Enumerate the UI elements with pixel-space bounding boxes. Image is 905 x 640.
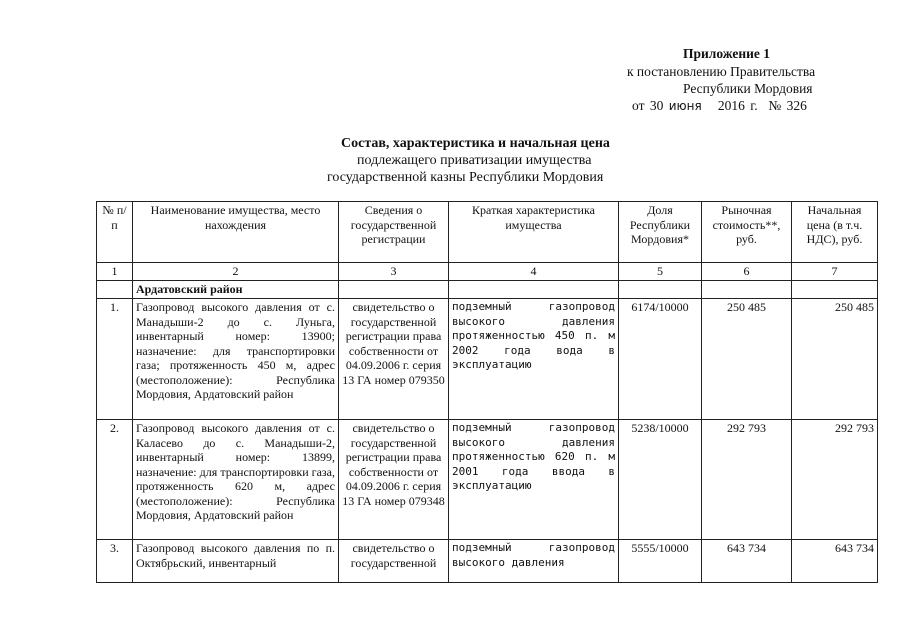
section-empty-cell (702, 281, 792, 299)
property-name: Газопровод высокого давления по п. Октябрьский, инвентарный (133, 540, 339, 583)
registration-info: свидетельство о государственной регистрации права собственности от 04.09.2006 г. серия 13 ГА номер 079350 (339, 299, 449, 420)
decree-line: к постановлению Правительства (627, 64, 816, 79)
market-value: 643 734 (702, 540, 792, 583)
property-name: Газопровод высокого давления от с. Каласево до с. Манадыши-2, инвентарный номер: 13899, назначение: для транспортировки газа, протяженность 620 м, адрес (местоположение): Республика Мордовия, Ардатовский район (133, 420, 339, 540)
date-day: 30 (649, 98, 664, 113)
start-price: 250 485 (792, 299, 878, 420)
document-subtitle-1: подлежащего приватизации имущества (357, 153, 592, 168)
start-price: 292 793 (792, 420, 878, 540)
decree-date-line (632, 98, 807, 114)
table-row (97, 420, 878, 540)
start-price: 643 734 (792, 540, 878, 583)
market-value: 250 485 (702, 299, 792, 420)
header-cell-name: Наименование имущества, место нахождения (133, 202, 339, 263)
column-number: 6 (702, 263, 792, 281)
column-number-row (97, 263, 878, 281)
date-month: июня (668, 99, 702, 113)
property-name: Газопровод высокого давления от с. Манадыши-2 до с. Луньга, инвентарный номер: 13900; назначение: для транспортировки газа; протяженность 450 м, адрес (местоположение): Республика Мордовия, Ардатовский район (133, 299, 339, 420)
row-number: 1. (97, 299, 133, 420)
section-row (97, 281, 878, 299)
date-prefix: от (632, 98, 645, 113)
header-cell-registration: Сведения о государственной регистрации (339, 202, 449, 263)
header-cell-start-price: Начальная цена (в т.ч. НДС), руб. (792, 202, 878, 263)
decree-number: № 326 (768, 98, 807, 113)
section-empty-cell (97, 281, 133, 299)
section-empty-cell (449, 281, 619, 299)
republic-share: 5238/10000 (619, 420, 702, 540)
column-number: 5 (619, 263, 702, 281)
header-cell-market-value: Рыночная стоимость**, руб. (702, 202, 792, 263)
table-row (97, 299, 878, 420)
section-title: Ардатовский район (133, 281, 339, 299)
property-description: подземный газопровод высокого давления протяженностью 450 п. м 2002 года вода в эксплуатацию (449, 299, 619, 420)
column-number: 7 (792, 263, 878, 281)
header-cell-description: Краткая характеристика имущества (449, 202, 619, 263)
republic-line: Республики Мордовия (683, 81, 813, 96)
column-number: 1 (97, 263, 133, 281)
row-number: 2. (97, 420, 133, 540)
registration-info: свидетельство о государственной регистрации права собственности от 04.09.2006 г. серия 13 ГА номер 079348 (339, 420, 449, 540)
document-title: Состав, характеристика и начальная цена (341, 136, 610, 151)
property-description: подземный газопровод высокого давления протяженностью 620 п. м 2001 года ввода в эксплуатацию (449, 420, 619, 540)
date-year: 2016 г. (717, 98, 758, 113)
column-number: 4 (449, 263, 619, 281)
section-empty-cell (792, 281, 878, 299)
registration-info: свидетельство о государственной (339, 540, 449, 583)
table-header-row (97, 202, 878, 263)
document-subtitle-2: государственной казны Республики Мордовия (327, 170, 604, 185)
column-number: 3 (339, 263, 449, 281)
section-empty-cell (339, 281, 449, 299)
property-table (96, 201, 878, 583)
table-row (97, 540, 878, 583)
header-cell-num: № п/п (97, 202, 133, 263)
column-number: 2 (133, 263, 339, 281)
republic-share: 6174/10000 (619, 299, 702, 420)
republic-share: 5555/10000 (619, 540, 702, 583)
header-cell-share: Доля Республики Мордовия* (619, 202, 702, 263)
section-empty-cell (619, 281, 702, 299)
market-value: 292 793 (702, 420, 792, 540)
property-description: подземный газопровод высокого давления (449, 540, 619, 583)
appendix-label: Приложение 1 (683, 46, 771, 61)
row-number: 3. (97, 540, 133, 583)
